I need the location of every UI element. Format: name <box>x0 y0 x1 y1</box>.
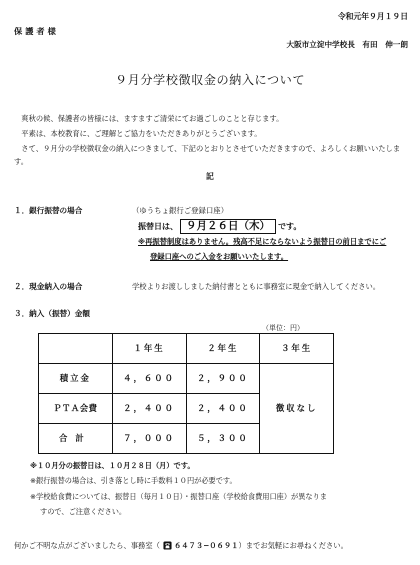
telephone-icon <box>163 541 172 550</box>
header-grade-3: ３年生 <box>260 334 334 364</box>
section-amount-heading: ３．納入（振替）金額 <box>14 309 90 318</box>
greeting-line-1: 爽秋の候、保護者の皆様には、ますますご清栄にてお過ごしのことと存じます。 <box>14 114 284 123</box>
note-lunch-fee-line-2: すので、ご注意ください。 <box>40 507 127 516</box>
cash-instruction: 学校よりお渡ししました納付書とともに事務室に現金で納入してください。 <box>132 282 381 291</box>
table-row <box>39 364 334 394</box>
footer-phone: ６４７３−０６９１ <box>173 541 239 550</box>
header-grade-2: ２年生 <box>186 334 260 364</box>
table-corner <box>39 334 113 364</box>
document-title: ９月分学校徴収金の納入について <box>114 73 306 87</box>
header-grade-1: １年生 <box>112 334 186 364</box>
unit-label: （単位：円） <box>262 324 304 332</box>
cell-pta-grade-2: ２，４００ <box>186 394 260 424</box>
warning-line-1: ※再振替制度はありません。残高不足にならないよう振替日の前日までにご <box>138 237 387 246</box>
section-cash-heading: ２．現金納入の場合 <box>14 282 83 291</box>
cell-total-grade-2: ５，３００ <box>186 424 260 454</box>
fee-table <box>38 333 334 454</box>
debit-date-line <box>138 219 301 234</box>
row-label-pta: ＰＴＡ会費 <box>39 394 113 424</box>
warning-line-2: 登録口座へのご入金をお願いいたします。 <box>150 252 289 261</box>
sender-name: 大阪市立淀中学校長 有田 伸一朗 <box>286 40 408 49</box>
cell-savings-grade-2: ２，９００ <box>186 364 260 394</box>
cell-pta-grade-1: ２，４００ <box>112 394 186 424</box>
ki-heading: 記 <box>206 172 214 181</box>
greeting-line-2: 平素は、本校教育に、ご理解とご協力をいただきありがとうございます。 <box>14 129 262 138</box>
greeting-line-3: さて、９月分の学校徴収金の納入につきまして、下記のとおりとさせていただきますので、よろしくお願いいたします。 <box>14 144 401 167</box>
bank-note: （ゆうちょ銀行ご登録口座） <box>132 206 229 215</box>
footer-text-end: ）までお気軽にお尋ねください。 <box>238 541 348 550</box>
row-label-savings: 積立金 <box>39 364 113 394</box>
row-label-total: 合計 <box>39 424 113 454</box>
footer-contact <box>14 541 348 550</box>
note-october-date: ※１０月分の振替日は、１０月２８日（月）です。 <box>30 461 195 470</box>
debit-date-value: ９月２６日（木） <box>180 219 276 234</box>
section-bank-heading: １．銀行振替の場合 <box>14 206 83 215</box>
addressee: 保護者様 <box>14 26 59 36</box>
cell-grade-3-no-collection: 徴収なし <box>260 364 334 454</box>
cell-savings-grade-1: ４，６００ <box>112 364 186 394</box>
document-date: 令和元年９月１９日 <box>337 12 408 21</box>
note-lunch-fee-line-1: ※学校給食費については、振替日（毎月１０日）・振替口座（学校給食費用口座）が異なりま <box>30 492 327 501</box>
footer-text: 何かご不明な点がございましたら、事務室（ <box>14 541 160 550</box>
debit-date-suffix: です。 <box>278 221 302 231</box>
debit-date-prefix: 振替日は、 <box>138 221 178 231</box>
note-bank-fee: ※銀行振替の場合は、引き落とし時に手数料１０円が必要です。 <box>30 476 237 485</box>
cell-total-grade-1: ７，０００ <box>112 424 186 454</box>
